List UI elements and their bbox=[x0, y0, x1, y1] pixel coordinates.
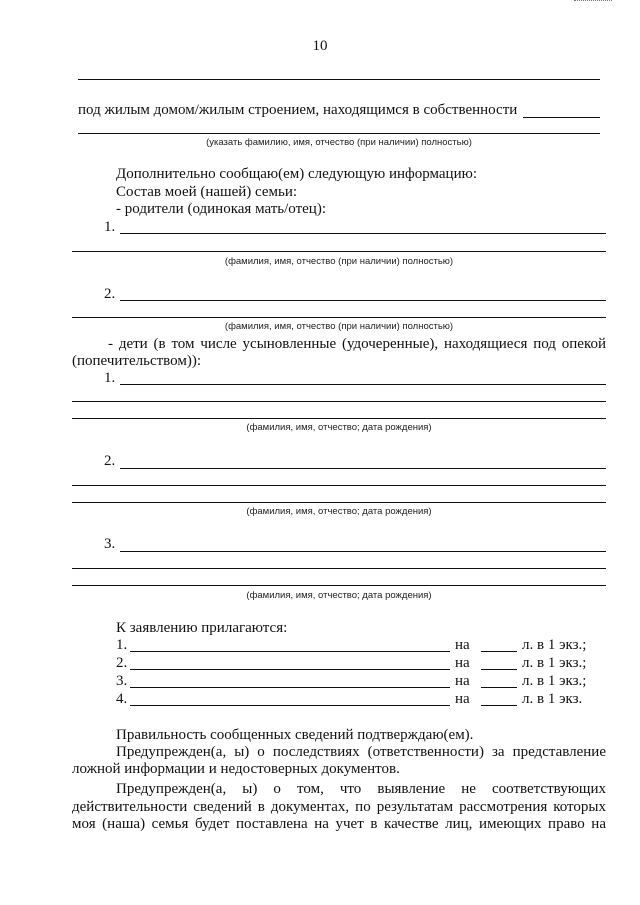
attachment-sheets: л. в 1 экз.; bbox=[522, 673, 587, 689]
attachment-sheets-field[interactable] bbox=[481, 687, 517, 688]
parent-number: 1. bbox=[104, 219, 116, 235]
attachment-name-field[interactable] bbox=[130, 705, 450, 706]
attachment-na: на bbox=[455, 637, 470, 653]
child-field[interactable] bbox=[120, 384, 606, 385]
child-field-cont[interactable] bbox=[72, 502, 606, 503]
ownership-text: под жилым домом/жилым строением, находящимся в собственности bbox=[78, 102, 518, 118]
parent-name-field-cont[interactable] bbox=[72, 317, 606, 318]
parent-caption: (фамилия, имя, отчество (при наличии) полностью) bbox=[224, 321, 454, 332]
child-field[interactable] bbox=[120, 468, 606, 469]
child-number: 3. bbox=[104, 536, 116, 552]
parent-name-field-cont[interactable] bbox=[72, 251, 606, 252]
attachment-name-field[interactable] bbox=[130, 669, 450, 670]
attachment-name-field[interactable] bbox=[130, 687, 450, 688]
children-heading-cont: (попечительством)): bbox=[72, 353, 202, 369]
warning2-text-cont: моя (наша) семья будет поставлена на учет в качестве лиц, имеющих право на bbox=[72, 816, 606, 832]
warning1-text: Предупрежден(а, ы) о последствиях (ответственности) за представление bbox=[116, 744, 606, 760]
parent-name-field[interactable] bbox=[120, 300, 606, 301]
child-field-cont[interactable] bbox=[72, 418, 606, 419]
attachment-sheets: л. в 1 экз. bbox=[522, 691, 583, 707]
child-field-cont[interactable] bbox=[72, 401, 606, 402]
attachment-sheets-field[interactable] bbox=[481, 669, 517, 670]
attachment-na: на bbox=[455, 691, 470, 707]
page-number: 10 bbox=[312, 38, 328, 54]
child-caption: (фамилия, имя, отчество; дата рождения) bbox=[246, 422, 432, 433]
ownership-blank-full bbox=[78, 133, 600, 134]
warning2-text: Предупрежден(а, ы) о том, что выявление не соответствующих bbox=[116, 781, 606, 797]
warning1-text-cont: ложной информации и недостоверных документов. bbox=[72, 761, 400, 777]
attachments-heading: К заявлению прилагаются: bbox=[116, 620, 288, 636]
attachment-name-field[interactable] bbox=[130, 651, 450, 652]
attachment-number: 4. bbox=[116, 691, 128, 707]
attachment-na: на bbox=[455, 655, 470, 671]
child-caption: (фамилия, имя, отчество; дата рождения) bbox=[246, 506, 432, 517]
attachment-na: на bbox=[455, 673, 470, 689]
child-field-cont[interactable] bbox=[72, 585, 606, 586]
parent-name-field[interactable] bbox=[120, 233, 606, 234]
info-intro: Дополнительно сообщаю(ем) следующую информацию: bbox=[116, 166, 477, 182]
attachment-sheets-field[interactable] bbox=[481, 651, 517, 652]
child-caption: (фамилия, имя, отчество; дата рождения) bbox=[246, 590, 432, 601]
attachment-number: 1. bbox=[116, 637, 128, 653]
child-field[interactable] bbox=[120, 551, 606, 552]
warning2-text-cont: действительности сведений в документах, по результатам рассмотрения которых bbox=[72, 799, 606, 815]
parent-number: 2. bbox=[104, 286, 116, 302]
top-blank-line bbox=[78, 79, 600, 80]
parent-caption: (фамилия, имя, отчество (при наличии) полностью) bbox=[224, 256, 454, 267]
ownership-caption: (указать фамилию, имя, отчество (при наличии) полностью) bbox=[206, 137, 472, 148]
children-heading: - дети (в том числе усыновленные (удочеренные), находящиеся под опекой bbox=[108, 336, 606, 352]
attachment-sheets-field[interactable] bbox=[481, 705, 517, 706]
attachment-sheets: л. в 1 экз.; bbox=[522, 655, 587, 671]
attachment-number: 3. bbox=[116, 673, 128, 689]
child-number: 2. bbox=[104, 453, 116, 469]
child-field-cont[interactable] bbox=[72, 485, 606, 486]
child-number: 1. bbox=[104, 370, 116, 386]
confirm-text: Правильность сообщенных сведений подтверждаю(ем). bbox=[116, 727, 474, 743]
parents-heading: - родители (одинокая мать/отец): bbox=[116, 201, 326, 217]
attachment-number: 2. bbox=[116, 655, 128, 671]
family-heading: Состав моей (нашей) семьи: bbox=[116, 184, 298, 200]
scan-mark bbox=[574, 0, 612, 1]
ownership-blank-short bbox=[523, 117, 600, 118]
attachment-sheets: л. в 1 экз.; bbox=[522, 637, 587, 653]
child-field-cont[interactable] bbox=[72, 568, 606, 569]
